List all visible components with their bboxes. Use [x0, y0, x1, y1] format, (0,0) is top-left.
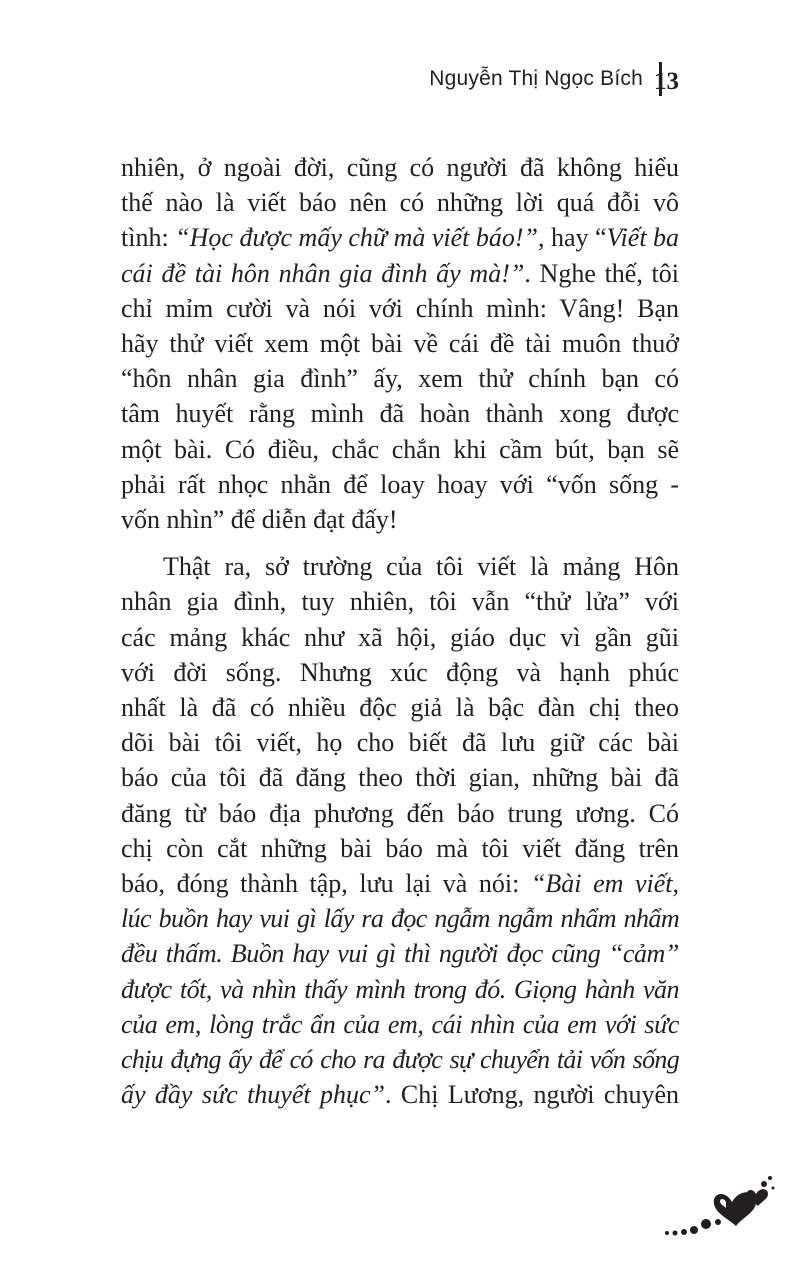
text-run: . Chị Lương, người chuyên — [385, 1080, 680, 1110]
text-line — [121, 256, 679, 291]
text-line: thế nào là viết báo nên có những lời quá đỗi vô — [121, 188, 679, 218]
text-line: hãy thử viết xem một bài về cái đề tài muôn thuở — [121, 329, 679, 359]
text-line: đăng từ báo địa phương đến báo trung ương. Có — [121, 798, 679, 828]
text-line: với đời sống. Nhưng xúc động và hạnh phúc — [121, 657, 679, 687]
text-line-italic: lúc buồn hay vui gì lấy ra đọc ngẫm ngẫm nhẩm nhẩm — [121, 904, 679, 934]
quote-italic: cái đề tài hôn nhân gia đình ấy mà!” — [121, 258, 525, 288]
running-header — [429, 62, 680, 96]
header-author: Nguyễn Thị Ngọc Bích — [429, 67, 643, 90]
text-line: dõi bài tôi viết, họ cho biết đã lưu giữ các bài — [121, 728, 679, 758]
text-run: . Nghe thế, tôi — [524, 258, 679, 288]
text-line-italic: chịu đựng ấy để có cho ra được sự chuyển tải vốn sống — [121, 1045, 679, 1075]
text-line — [121, 866, 679, 901]
text-line: nhiên, ở ngoài đời, cũng có người đã không hiểu — [121, 153, 679, 182]
text-line: báo của tôi đã đăng theo thời gian, những bài đã — [121, 763, 679, 793]
text-line: nhân gia đình, tuy nhiên, tôi vẫn “thử lửa” với — [121, 587, 679, 617]
text-line: tâm huyết rằng mình đã hoàn thành xong được — [121, 399, 679, 429]
quote-italic: Viết ba — [606, 223, 680, 253]
text-run: , hay “ — [538, 223, 607, 253]
text-line-italic: đều thấm. Buồn hay vui gì thì người đọc cũng “cảm” — [121, 939, 679, 969]
text-line: vốn nhìn” để diễn đạt đấy! — [121, 505, 398, 535]
text-line-italic: của em, lòng trắc ẩn của em, cái nhìn của em với sức — [121, 1009, 679, 1039]
text-line: chỉ mỉm cười và nói với chính mình: Vâng! Bạn — [121, 293, 679, 323]
paragraph-2 — [121, 549, 679, 1112]
paragraph-1 — [121, 150, 679, 537]
page-number: 13 — [654, 68, 679, 95]
text-line: chị còn cắt những bài báo mà tôi viết đăng trên — [121, 833, 679, 863]
quote-italic: ấy đầy sức thuyết phục” — [121, 1080, 386, 1110]
body-text — [121, 150, 679, 1112]
text-line: các mảng khác như xã hội, giáo dục vì gần gũi — [121, 622, 679, 652]
text-line: một bài. Có điều, chắc chắn khi cầm bút, bạn sẽ — [121, 434, 679, 464]
text-line-italic: được tốt, và nhìn thấy mình trong đó. Giọng hành văn — [121, 974, 679, 1004]
text-run: báo, đóng thành tập, lưu lại và nói: — [121, 869, 531, 899]
text-line: Thật ra, sở trường của tôi viết là mảng Hôn — [163, 552, 679, 582]
text-line: nhất là đã có nhiều độc giả là bậc đàn chị theo — [121, 693, 679, 723]
text-line — [121, 220, 679, 255]
text-line: phải rất nhọc nhằn để loay hoay với “vốn sống - — [121, 469, 679, 499]
text-line — [121, 1077, 679, 1112]
quote-italic: “Học được mấy chữ mà viết báo!” — [175, 223, 539, 253]
text-line: “hôn nhân gia đình” ấy, xem thử chính bạn có — [121, 364, 679, 394]
hearts-ornament-icon — [660, 1172, 780, 1242]
text-run: tình: — [121, 223, 176, 253]
quote-italic: “Bài em viết, — [530, 869, 679, 899]
